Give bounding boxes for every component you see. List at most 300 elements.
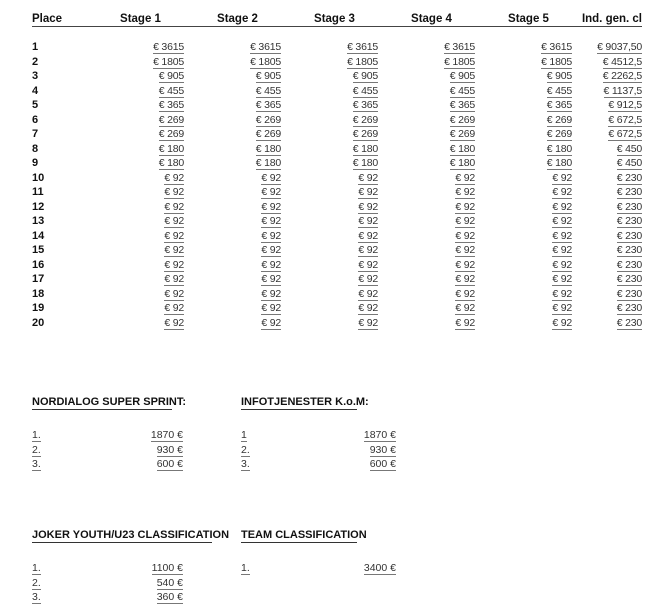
- prize-amount: € 365: [352, 99, 378, 111]
- prize-amount: € 92: [358, 302, 378, 314]
- header-stage-4: Stage 4: [383, 12, 480, 27]
- stage-4-prize-cell: [383, 156, 480, 171]
- prize-amount: € 92: [552, 171, 572, 184]
- prize-amount: € 92: [552, 186, 572, 198]
- prize-cell: [112, 428, 183, 443]
- prize-money-table: [32, 12, 642, 330]
- prize-amount: € 92: [455, 287, 475, 300]
- prize-amount: € 92: [164, 258, 184, 271]
- prize-cell: [301, 561, 396, 576]
- prize-amount: € 92: [261, 302, 281, 314]
- prize-amount: € 269: [158, 113, 184, 126]
- stage-4-prize-cell: [383, 200, 480, 215]
- section-title: NORDIALOG SUPER SPRINT:: [32, 396, 187, 408]
- place-cell: 10: [32, 171, 45, 184]
- general-classification-prize-cell: [577, 316, 642, 331]
- stage-1-prize-cell: [92, 84, 189, 99]
- nordialog-super-sprint-section: [32, 396, 187, 472]
- stage-1-prize-cell: [92, 69, 189, 84]
- place-cell: 9: [32, 157, 39, 169]
- stage-5-prize-cell: [480, 301, 577, 316]
- prize-amount: € 92: [261, 316, 281, 329]
- prize-amount: € 92: [552, 244, 572, 256]
- stage-4-prize-cell: [383, 258, 480, 273]
- stage-1-prize-cell: [92, 229, 189, 244]
- prize-amount: € 92: [552, 273, 572, 285]
- stage-2-prize-cell: [189, 200, 286, 215]
- rank-cell: [241, 561, 250, 576]
- rank-cell: [32, 443, 41, 458]
- section-title: JOKER YOUTH/U23 CLASSIFICATION: [32, 529, 230, 541]
- stage-4-prize-cell: [383, 316, 480, 331]
- stage-4-prize-cell: [383, 287, 480, 302]
- general-classification-prize-cell: [577, 156, 642, 171]
- stage-1-prize-cell: [92, 142, 189, 157]
- rank-label: 1.: [32, 562, 41, 574]
- prize-amount: € 1805: [153, 55, 184, 68]
- stage-5-prize-cell: [480, 185, 577, 200]
- general-classification-prize-cell: [577, 200, 642, 215]
- infotjenester-kom-section: [241, 396, 396, 472]
- place-cell: 20: [32, 316, 45, 329]
- stage-5-prize-cell: [480, 272, 577, 287]
- table-row: [32, 185, 642, 200]
- stage-2-prize-cell: [189, 142, 286, 157]
- general-classification-prize-cell: [577, 98, 642, 113]
- general-classification-prize-cell: [577, 171, 642, 186]
- stage-1-prize-cell: [92, 40, 189, 55]
- stage-1-prize-cell: [92, 55, 189, 70]
- prize-amount: € 92: [164, 229, 184, 242]
- rank-label: 3.: [241, 458, 250, 470]
- stage-1-prize-cell: [92, 301, 189, 316]
- prize-amount: € 92: [552, 215, 572, 227]
- rank-cell: [32, 576, 41, 591]
- stage-4-prize-cell: [383, 69, 480, 84]
- prize-amount: € 269: [352, 113, 378, 126]
- stage-5-prize-cell: [480, 113, 577, 128]
- classification-row: [32, 561, 212, 576]
- stage-5-prize-cell: [480, 98, 577, 113]
- prize-amount: € 92: [455, 316, 475, 329]
- prize-amount: € 92: [552, 302, 572, 314]
- prize-amount: € 1805: [347, 55, 378, 68]
- table-row: [32, 316, 642, 331]
- rank-cell: [241, 443, 250, 458]
- prize-amount: € 365: [158, 99, 184, 111]
- header-stage-2: Stage 2: [189, 12, 286, 27]
- prize-amount: € 4512,5: [602, 55, 642, 68]
- prize-amount: € 92: [164, 273, 184, 285]
- classification-row: [32, 576, 212, 591]
- prize-amount: € 269: [255, 113, 281, 126]
- prize-amount: € 230: [616, 229, 642, 242]
- prize-amount: € 180: [255, 157, 281, 169]
- table-row: [32, 214, 642, 229]
- general-classification-prize-cell: [577, 258, 642, 273]
- place-cell: 18: [32, 287, 45, 300]
- prize-amount: € 92: [358, 273, 378, 285]
- prize-amount: € 3615: [541, 41, 572, 53]
- classification-row: [32, 457, 183, 472]
- classification-rows: [241, 561, 396, 576]
- prize-amount: € 365: [255, 99, 281, 111]
- stage-2-prize-cell: [189, 301, 286, 316]
- prize-amount: € 455: [352, 84, 378, 97]
- stage-1-prize-cell: [92, 171, 189, 186]
- prize-cell: [112, 576, 183, 591]
- stage-3-prize-cell: [286, 258, 383, 273]
- stage-1-prize-cell: [92, 214, 189, 229]
- table-row: [32, 272, 642, 287]
- prize-amount: € 92: [164, 200, 184, 213]
- table-row: [32, 229, 642, 244]
- prize-amount: € 230: [616, 171, 642, 184]
- table-row: [32, 156, 642, 171]
- stage-2-prize-cell: [189, 214, 286, 229]
- prize-amount: € 230: [616, 273, 642, 285]
- stage-4-prize-cell: [383, 98, 480, 113]
- prize-amount: € 905: [546, 70, 572, 82]
- prize-amount: € 92: [358, 171, 378, 184]
- prize-amount: € 269: [255, 128, 281, 140]
- prize-amount: 1870 €: [363, 429, 396, 441]
- stage-3-prize-cell: [286, 287, 383, 302]
- classification-row: [32, 590, 212, 605]
- stage-2-prize-cell: [189, 316, 286, 331]
- general-classification-prize-cell: [577, 243, 642, 258]
- prize-amount: € 450: [616, 142, 642, 155]
- prize-amount: € 92: [164, 215, 184, 227]
- prize-amount: € 3615: [250, 41, 281, 53]
- place-cell: 12: [32, 200, 45, 213]
- stage-5-prize-cell: [480, 84, 577, 99]
- stage-4-prize-cell: [383, 229, 480, 244]
- rank-label: 2.: [32, 443, 41, 456]
- stage-1-prize-cell: [92, 316, 189, 331]
- place-cell: 11: [32, 186, 44, 198]
- prize-amount: € 1805: [444, 55, 475, 68]
- stage-3-prize-cell: [286, 127, 383, 142]
- rank-cell: [32, 428, 41, 443]
- prize-amount: € 230: [616, 287, 642, 300]
- stage-2-prize-cell: [189, 98, 286, 113]
- prize-amount: € 905: [449, 70, 475, 82]
- prize-amount: € 92: [261, 215, 281, 227]
- stage-2-prize-cell: [189, 156, 286, 171]
- rank-label: 3.: [32, 458, 41, 470]
- rank-cell: [241, 457, 250, 472]
- stage-4-prize-cell: [383, 214, 480, 229]
- rank-label: 1.: [241, 562, 250, 574]
- place-cell: 16: [32, 258, 45, 271]
- prize-amount: € 92: [164, 287, 184, 300]
- rank-cell: [241, 428, 247, 443]
- stage-4-prize-cell: [383, 301, 480, 316]
- stage-4-prize-cell: [383, 84, 480, 99]
- stage-2-prize-cell: [189, 127, 286, 142]
- prize-amount: € 230: [616, 186, 642, 198]
- prize-amount: € 3615: [347, 41, 378, 53]
- stage-5-prize-cell: [480, 258, 577, 273]
- rank-label: 1.: [32, 429, 41, 441]
- prize-table-body: [32, 27, 642, 331]
- stage-2-prize-cell: [189, 40, 286, 55]
- rank-label: 1: [241, 429, 247, 441]
- stage-1-prize-cell: [92, 185, 189, 200]
- header-row: [32, 12, 642, 27]
- stage-3-prize-cell: [286, 171, 383, 186]
- prize-amount: € 3615: [444, 41, 475, 53]
- prize-cell: [112, 561, 183, 576]
- general-classification-prize-cell: [577, 55, 642, 70]
- prize-amount: € 92: [455, 273, 475, 285]
- prize-amount: € 912,5: [608, 99, 642, 111]
- stage-3-prize-cell: [286, 301, 383, 316]
- place-cell: 6: [32, 113, 39, 126]
- stage-3-prize-cell: [286, 40, 383, 55]
- general-classification-prize-cell: [577, 113, 642, 128]
- table-row: [32, 55, 642, 70]
- stage-5-prize-cell: [480, 229, 577, 244]
- table-row: [32, 200, 642, 215]
- rank-cell: [32, 561, 41, 576]
- place-cell: 13: [32, 215, 45, 227]
- stage-5-prize-cell: [480, 156, 577, 171]
- prize-amount: € 92: [552, 258, 572, 271]
- prize-amount: € 92: [358, 215, 378, 227]
- table-row: [32, 243, 642, 258]
- prize-amount: € 455: [255, 84, 281, 97]
- classification-row: [32, 428, 183, 443]
- stage-4-prize-cell: [383, 243, 480, 258]
- prize-amount: € 92: [164, 244, 184, 256]
- general-classification-prize-cell: [577, 287, 642, 302]
- prize-amount: 930 €: [369, 443, 396, 456]
- joker-youth-u23-section: [32, 529, 230, 605]
- stage-1-prize-cell: [92, 287, 189, 302]
- prize-amount: € 365: [546, 99, 572, 111]
- prize-cell: [112, 443, 183, 458]
- place-cell: 15: [32, 244, 45, 256]
- prize-amount: € 92: [358, 200, 378, 213]
- prize-amount: € 3615: [153, 41, 184, 53]
- prize-cell: [112, 590, 183, 605]
- prize-amount: € 92: [455, 200, 475, 213]
- general-classification-prize-cell: [577, 229, 642, 244]
- general-classification-prize-cell: [577, 185, 642, 200]
- place-cell: 7: [32, 128, 39, 140]
- prize-amount: € 450: [616, 157, 642, 169]
- prize-amount: € 9037,50: [597, 41, 642, 53]
- prize-amount: € 269: [158, 128, 184, 140]
- prize-amount: € 2262,5: [602, 70, 642, 82]
- classification-row: [241, 428, 396, 443]
- table-row: [32, 142, 642, 157]
- prize-amount: € 672,5: [608, 128, 642, 140]
- stage-2-prize-cell: [189, 229, 286, 244]
- team-classification-section: [241, 529, 396, 576]
- prize-amount: € 92: [261, 273, 281, 285]
- prize-cell: [112, 457, 183, 472]
- prize-amount: 540 €: [156, 576, 183, 589]
- prize-amount: € 1805: [541, 55, 572, 68]
- rank-cell: [32, 590, 41, 605]
- classification-row: [241, 561, 396, 576]
- classification-rows: [32, 428, 183, 472]
- place-cell: 14: [32, 229, 45, 242]
- stage-2-prize-cell: [189, 171, 286, 186]
- prize-amount: € 92: [261, 244, 281, 256]
- prize-amount: € 180: [546, 142, 572, 155]
- prize-amount: € 905: [352, 70, 378, 82]
- prize-amount: € 92: [552, 287, 572, 300]
- stage-3-prize-cell: [286, 84, 383, 99]
- general-classification-prize-cell: [577, 214, 642, 229]
- prize-amount: € 92: [455, 215, 475, 227]
- general-classification-prize-cell: [577, 301, 642, 316]
- stage-2-prize-cell: [189, 287, 286, 302]
- stage-4-prize-cell: [383, 185, 480, 200]
- prize-amount: € 905: [158, 70, 184, 82]
- table-row: [32, 84, 642, 99]
- prize-amount: € 92: [552, 229, 572, 242]
- section-title: INFOTJENESTER K.o.M:: [241, 396, 369, 408]
- prize-cell: [301, 443, 396, 458]
- stage-3-prize-cell: [286, 156, 383, 171]
- stage-3-prize-cell: [286, 185, 383, 200]
- stage-5-prize-cell: [480, 40, 577, 55]
- prize-amount: € 92: [358, 316, 378, 329]
- stage-4-prize-cell: [383, 272, 480, 287]
- prize-amount: € 230: [616, 316, 642, 329]
- prize-amount: € 672,5: [608, 113, 642, 126]
- prize-amount: € 92: [358, 229, 378, 242]
- header-stage-5: Stage 5: [480, 12, 577, 27]
- prize-amount: € 230: [616, 302, 642, 314]
- prize-amount: € 230: [616, 200, 642, 213]
- prize-amount: € 180: [158, 157, 184, 169]
- classification-rows: [241, 428, 396, 472]
- stage-4-prize-cell: [383, 40, 480, 55]
- stage-5-prize-cell: [480, 69, 577, 84]
- prize-amount: € 455: [449, 84, 475, 97]
- stage-3-prize-cell: [286, 229, 383, 244]
- prize-amount: 3400 €: [363, 562, 396, 574]
- prize-amount: € 92: [261, 171, 281, 184]
- stage-3-prize-cell: [286, 243, 383, 258]
- prize-amount: € 92: [552, 200, 572, 213]
- stage-2-prize-cell: [189, 84, 286, 99]
- prize-amount: € 1137,5: [603, 84, 642, 97]
- prize-amount: 930 €: [156, 443, 183, 456]
- prize-amount: € 92: [261, 287, 281, 300]
- prize-amount: € 92: [358, 186, 378, 198]
- stage-4-prize-cell: [383, 113, 480, 128]
- header-place: Place: [32, 12, 92, 27]
- section-title: TEAM CLASSIFICATION: [241, 529, 367, 541]
- prize-amount: € 92: [261, 200, 281, 213]
- table-row: [32, 258, 642, 273]
- header-spacer: [32, 27, 642, 41]
- stage-5-prize-cell: [480, 287, 577, 302]
- prize-amount: € 92: [358, 287, 378, 300]
- stage-5-prize-cell: [480, 55, 577, 70]
- stage-1-prize-cell: [92, 200, 189, 215]
- stage-3-prize-cell: [286, 214, 383, 229]
- table-row: [32, 301, 642, 316]
- prize-amount: € 180: [158, 142, 184, 155]
- stage-1-prize-cell: [92, 98, 189, 113]
- stage-5-prize-cell: [480, 200, 577, 215]
- prize-cell: [301, 428, 396, 443]
- table-row: [32, 127, 642, 142]
- prize-amount: € 92: [164, 316, 184, 329]
- prize-amount: € 269: [546, 128, 572, 140]
- prize-amount: € 269: [449, 113, 475, 126]
- stage-1-prize-cell: [92, 258, 189, 273]
- stage-4-prize-cell: [383, 127, 480, 142]
- prize-amount: 1100 €: [151, 562, 183, 574]
- stage-3-prize-cell: [286, 55, 383, 70]
- prize-amount: € 180: [546, 157, 572, 169]
- table-row: [32, 171, 642, 186]
- classification-row: [32, 443, 183, 458]
- prize-amount: € 269: [449, 128, 475, 140]
- prize-amount: € 1805: [250, 55, 281, 68]
- stage-5-prize-cell: [480, 316, 577, 331]
- classification-rows: [32, 561, 212, 605]
- stage-5-prize-cell: [480, 142, 577, 157]
- rank-label: 2.: [241, 443, 250, 456]
- prize-amount: € 180: [449, 142, 475, 155]
- stage-2-prize-cell: [189, 272, 286, 287]
- prize-amount: € 230: [616, 244, 642, 256]
- stage-3-prize-cell: [286, 113, 383, 128]
- place-cell: 8: [32, 142, 39, 155]
- classification-row: [241, 457, 396, 472]
- stage-3-prize-cell: [286, 200, 383, 215]
- prize-amount: 600 €: [156, 458, 183, 470]
- prize-amount: € 230: [616, 258, 642, 271]
- stage-3-prize-cell: [286, 69, 383, 84]
- general-classification-prize-cell: [577, 84, 642, 99]
- stage-2-prize-cell: [189, 243, 286, 258]
- general-classification-prize-cell: [577, 40, 642, 55]
- general-classification-prize-cell: [577, 127, 642, 142]
- prize-cell: [301, 457, 396, 472]
- prize-amount: € 180: [352, 142, 378, 155]
- stage-2-prize-cell: [189, 113, 286, 128]
- prize-amount: € 905: [255, 70, 281, 82]
- stage-3-prize-cell: [286, 98, 383, 113]
- stage-1-prize-cell: [92, 113, 189, 128]
- stage-3-prize-cell: [286, 142, 383, 157]
- place-cell: 3: [32, 70, 39, 82]
- place-cell: 4: [32, 84, 39, 97]
- header-general-classification: Ind. gen. cl: [577, 12, 642, 27]
- stage-5-prize-cell: [480, 243, 577, 258]
- stage-4-prize-cell: [383, 171, 480, 186]
- prize-amount: € 269: [546, 113, 572, 126]
- prize-amount: € 180: [352, 157, 378, 169]
- prize-amount: € 92: [261, 186, 281, 198]
- rank-cell: [32, 457, 41, 472]
- stage-3-prize-cell: [286, 316, 383, 331]
- general-classification-prize-cell: [577, 69, 642, 84]
- prize-amount: € 455: [158, 84, 184, 97]
- stage-2-prize-cell: [189, 55, 286, 70]
